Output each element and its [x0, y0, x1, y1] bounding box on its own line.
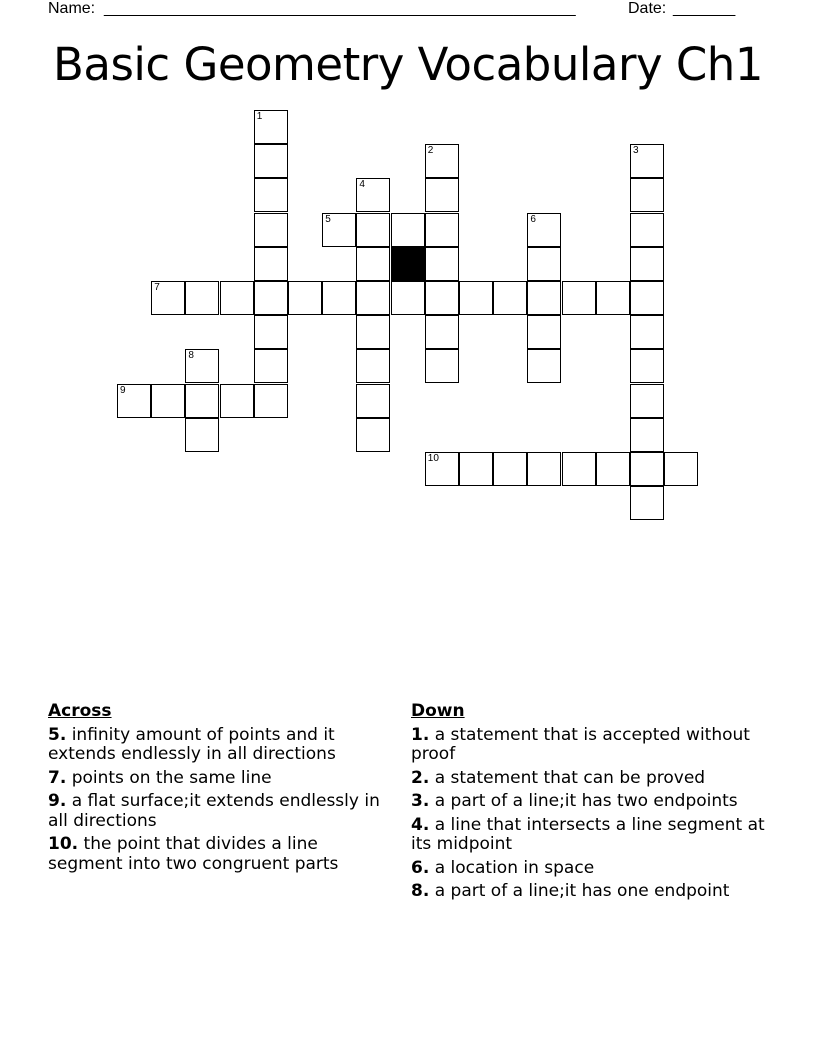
page-title: Basic Geometry Vocabulary Ch1 — [53, 38, 763, 91]
crossword-cell[interactable] — [117, 384, 151, 418]
crossword-cell[interactable] — [630, 349, 664, 383]
clue-number: 6 — [530, 213, 536, 225]
down-heading: Down — [411, 701, 465, 721]
crossword-cell[interactable] — [630, 213, 664, 247]
crossword-cell[interactable] — [254, 178, 288, 212]
name-blank-line[interactable]: _____________________________________________________ — [104, 0, 576, 17]
clue-item-text: a flat surface;it extends endlessly in all directions — [48, 791, 380, 831]
clue-item-text: a part of a line;it has two endpoints — [434, 791, 738, 811]
clue-item-number: 2. — [411, 767, 430, 788]
crossword-cell[interactable] — [527, 452, 561, 486]
crossword-cell[interactable] — [630, 247, 664, 281]
crossword-cell[interactable] — [185, 418, 219, 452]
crossword-cell[interactable] — [322, 213, 356, 247]
clue-item-number: 4. — [411, 814, 430, 835]
clue-number: 1 — [256, 111, 263, 122]
crossword-cell[interactable] — [425, 349, 459, 383]
clue-item — [411, 882, 771, 902]
crossword-cell[interactable] — [185, 281, 219, 315]
crossword-cell[interactable] — [356, 178, 390, 212]
clue-number: 7 — [154, 282, 160, 293]
clue-item-number: 6. — [411, 857, 430, 878]
date-label: Date: — [628, 0, 667, 17]
crossword-cell[interactable] — [596, 281, 630, 315]
crossword-cell[interactable] — [356, 384, 390, 418]
clue-item-number: 10. — [48, 834, 79, 854]
crossword-cell[interactable] — [425, 452, 459, 486]
clue-item-text: infinity amount of points and it extends endlessly in all directions — [48, 724, 336, 764]
crossword-cell[interactable] — [288, 281, 322, 315]
clue-item-text: a location in space — [434, 857, 595, 878]
crossword-cell[interactable] — [493, 281, 527, 315]
crossword-cell[interactable] — [254, 247, 288, 281]
crossword-cell[interactable] — [254, 384, 288, 418]
crossword-cell[interactable] — [254, 110, 288, 144]
clue-item — [48, 769, 388, 789]
crossword-cell[interactable] — [425, 213, 459, 247]
clue-item-text: a statement that is accepted without proof — [411, 724, 750, 764]
clue-item-number: 1. — [411, 724, 430, 745]
clue-number: 5 — [325, 213, 331, 225]
clue-number: 9 — [120, 384, 126, 396]
crossword-cell[interactable] — [459, 281, 493, 315]
crossword-cell[interactable] — [493, 452, 527, 486]
clue-item-number: 3. — [411, 791, 430, 811]
clue-number: 4 — [359, 179, 365, 191]
date-blank-line[interactable]: _______ — [673, 0, 736, 17]
clue-item-text: a statement that can be proved — [434, 767, 706, 788]
crossword-cell[interactable] — [322, 281, 356, 315]
crossword-cell[interactable] — [527, 213, 561, 247]
clue-number: 8 — [188, 350, 194, 362]
crossword-cell[interactable] — [391, 213, 425, 247]
clue-number: 3 — [633, 145, 639, 157]
crossword-cell[interactable] — [596, 452, 630, 486]
crossword-cell[interactable] — [527, 349, 561, 383]
clue-item-text: a line that intersects a line segment at its midpoint — [411, 814, 765, 854]
crossword-cell[interactable] — [425, 281, 459, 315]
crossword-cell[interactable] — [356, 281, 390, 315]
crossword-cell[interactable] — [562, 452, 596, 486]
crossword-cell[interactable] — [254, 349, 288, 383]
crossword-cell[interactable] — [630, 178, 664, 212]
clue-item-number: 9. — [48, 791, 67, 811]
crossword-cell[interactable] — [562, 281, 596, 315]
crossword-cell[interactable] — [356, 349, 390, 383]
crossword-cell[interactable] — [527, 247, 561, 281]
crossword-cell[interactable] — [425, 144, 459, 178]
clue-item — [411, 726, 771, 765]
crossword-cell[interactable] — [630, 144, 664, 178]
crossword-cell[interactable] — [254, 213, 288, 247]
crossword-cell[interactable] — [254, 281, 288, 315]
across-clue-list — [48, 726, 388, 875]
crossword-cell[interactable] — [356, 418, 390, 452]
across-heading: Across — [48, 701, 112, 721]
down-clues — [411, 702, 771, 906]
clue-item — [411, 816, 771, 855]
down-clue-list — [411, 726, 771, 902]
crossword-cell[interactable] — [220, 384, 254, 418]
clue-item — [48, 835, 388, 874]
crossword-cell[interactable] — [630, 315, 664, 349]
crossword-cell[interactable] — [356, 315, 390, 349]
crossword-cell[interactable] — [151, 281, 185, 315]
clue-item-number: 5. — [48, 724, 67, 745]
clue-item-number: 7. — [48, 767, 67, 788]
crossword-cell[interactable] — [151, 384, 185, 418]
black-square — [391, 247, 425, 281]
crossword-cell[interactable] — [527, 281, 561, 315]
name-label: Name: — [48, 0, 96, 17]
clue-item-text: a part of a line;it has one endpoint — [434, 881, 730, 901]
crossword-cell[interactable] — [425, 178, 459, 212]
clue-item — [48, 792, 388, 831]
crossword-cell[interactable] — [630, 452, 664, 486]
clue-item — [48, 726, 388, 765]
crossword-cell[interactable] — [630, 384, 664, 418]
crossword-cell[interactable] — [630, 486, 664, 520]
crossword-cell[interactable] — [391, 281, 425, 315]
clue-item — [411, 792, 771, 812]
crossword-cell[interactable] — [254, 315, 288, 349]
crossword-cell[interactable] — [630, 418, 664, 452]
crossword-cell[interactable] — [459, 452, 493, 486]
crossword-cell[interactable] — [425, 247, 459, 281]
crossword-cell[interactable] — [185, 349, 219, 383]
crossword-cell[interactable] — [220, 281, 254, 315]
crossword-cell[interactable] — [356, 213, 390, 247]
crossword-cell[interactable] — [527, 315, 561, 349]
crossword-cell[interactable] — [630, 281, 664, 315]
crossword-cell[interactable] — [356, 247, 390, 281]
crossword-cell[interactable] — [185, 384, 219, 418]
across-clues — [48, 702, 388, 878]
crossword-cell[interactable] — [254, 144, 288, 178]
clue-item-text: points on the same line — [71, 767, 272, 788]
clue-item — [411, 769, 771, 789]
crossword-cell[interactable] — [664, 452, 698, 486]
clue-item-text: the point that divides a line segment into two congruent parts — [48, 834, 339, 874]
clue-item — [411, 859, 771, 879]
clue-item-number: 8. — [411, 881, 430, 901]
crossword-cell[interactable] — [425, 315, 459, 349]
clue-number: 10 — [427, 453, 439, 464]
clue-number: 2 — [427, 145, 434, 157]
